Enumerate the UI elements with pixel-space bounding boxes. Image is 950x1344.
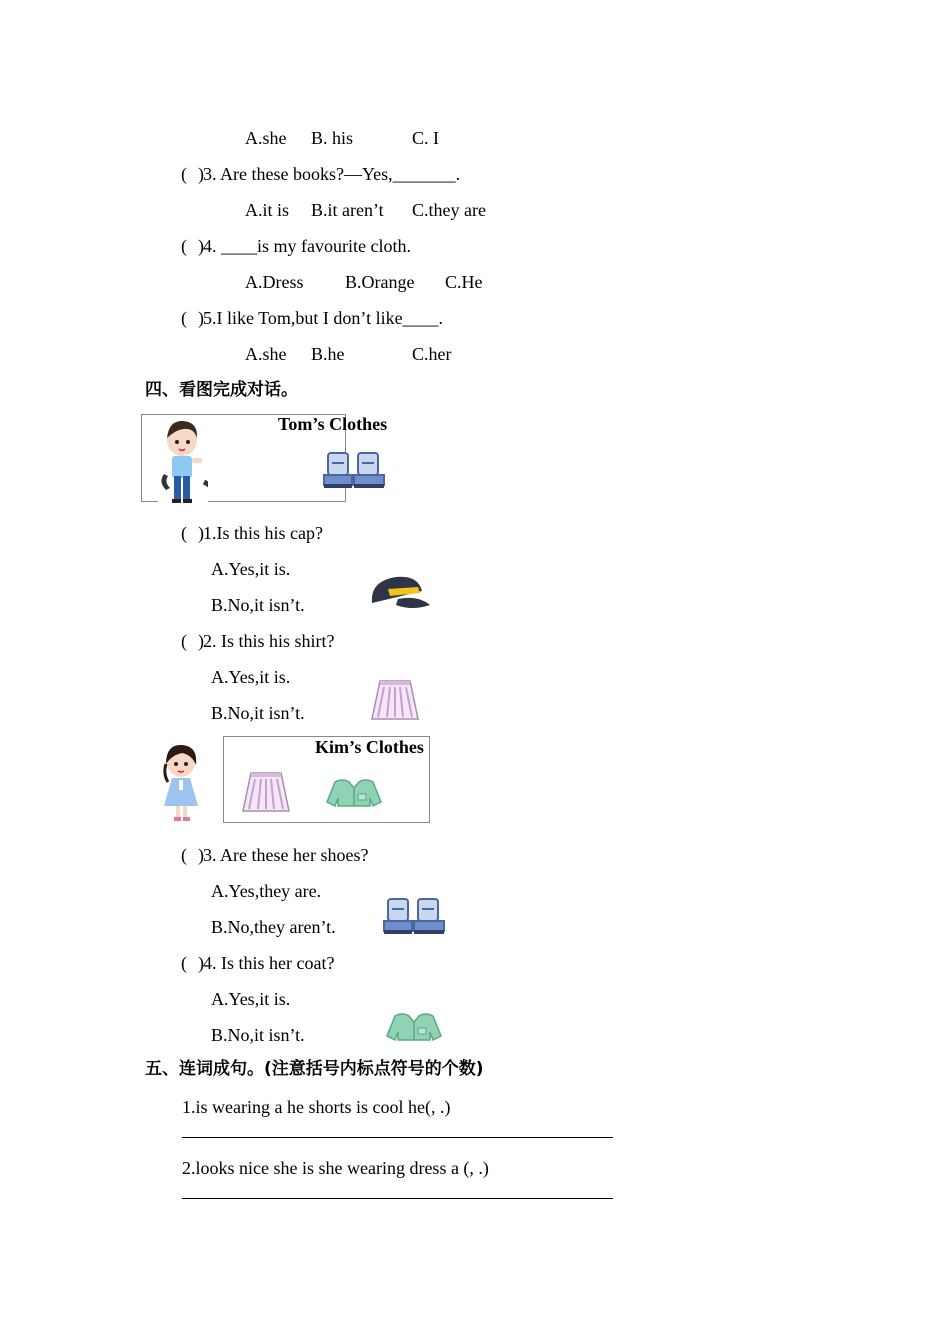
option-b: B.Orange [345, 272, 415, 292]
girl-illustration [160, 744, 204, 824]
question-text: 3. Are these books?—Yes,_______. [203, 164, 461, 184]
option-b: B.No,it isn’t. [211, 1025, 305, 1045]
question-text: 4. ____is my favourite cloth. [203, 236, 411, 256]
answer-paren-open: ( [181, 953, 187, 973]
reorder-item: 2.looks nice she is she wearing dress a (, .) [182, 1158, 489, 1178]
question-text: 4. Is this her coat? [203, 953, 335, 973]
question-text: 2. Is this his shirt? [203, 631, 335, 651]
option-a: A.Yes,it is. [211, 667, 291, 687]
coat-illustration [385, 1012, 443, 1042]
answer-paren-open: ( [181, 631, 187, 651]
option-b: B.No,it isn’t. [211, 703, 305, 723]
option-c: C.He [445, 272, 483, 292]
answer-paren-close: ) [198, 631, 204, 651]
answer-paren-close: ) [198, 236, 204, 256]
cap-illustration [368, 575, 432, 611]
option-b: B.No,they aren’t. [211, 917, 336, 937]
option-b: B.No,it isn’t. [211, 595, 305, 615]
boy-illustration [158, 420, 208, 506]
option-a: A.she [245, 128, 287, 148]
skirt-illustration [370, 679, 420, 723]
question-text: 1.Is this his cap? [203, 523, 323, 543]
shoes-illustration [322, 451, 386, 491]
skirt-illustration [241, 771, 291, 815]
answer-line[interactable] [182, 1137, 613, 1138]
answer-line[interactable] [182, 1198, 613, 1199]
option-b: B.he [311, 344, 345, 364]
answer-paren-open: ( [181, 164, 187, 184]
option-a: A.it is [245, 200, 290, 220]
answer-paren-open: ( [181, 236, 187, 256]
section-heading: 四、看图完成对话。 [145, 380, 298, 400]
answer-paren-close: ) [198, 845, 204, 865]
answer-paren-open: ( [181, 845, 187, 865]
reorder-item: 1.is wearing a he shorts is cool he(, .) [182, 1097, 451, 1117]
question-text: 3. Are these her shoes? [203, 845, 369, 865]
coat-illustration [325, 778, 383, 808]
option-a: A.Dress [245, 272, 304, 292]
answer-paren-open: ( [181, 308, 187, 328]
section-heading: 五、连词成句。(注意括号内标点符号的个数) [145, 1059, 484, 1079]
answer-paren-close: ) [198, 953, 204, 973]
question-text: 5.I like Tom,but I don’t like____. [203, 308, 444, 328]
option-a: A.Yes,it is. [211, 989, 291, 1009]
answer-paren-close: ) [198, 164, 204, 184]
option-c: C.they are [412, 200, 486, 220]
option-b: B. his [311, 128, 354, 148]
option-b: B.it aren’t [311, 200, 384, 220]
answer-paren-close: ) [198, 308, 204, 328]
box-title: Tom’s Clothes [278, 414, 388, 434]
option-a: A.Yes,it is. [211, 559, 291, 579]
answer-paren-open: ( [181, 523, 187, 543]
option-c: C. I [412, 128, 439, 148]
option-a: A.she [245, 344, 287, 364]
option-a: A.Yes,they are. [211, 881, 322, 901]
box-title: Kim’s Clothes [315, 737, 424, 757]
shoes-illustration [382, 897, 446, 937]
option-c: C.her [412, 344, 452, 364]
answer-paren-close: ) [198, 523, 204, 543]
